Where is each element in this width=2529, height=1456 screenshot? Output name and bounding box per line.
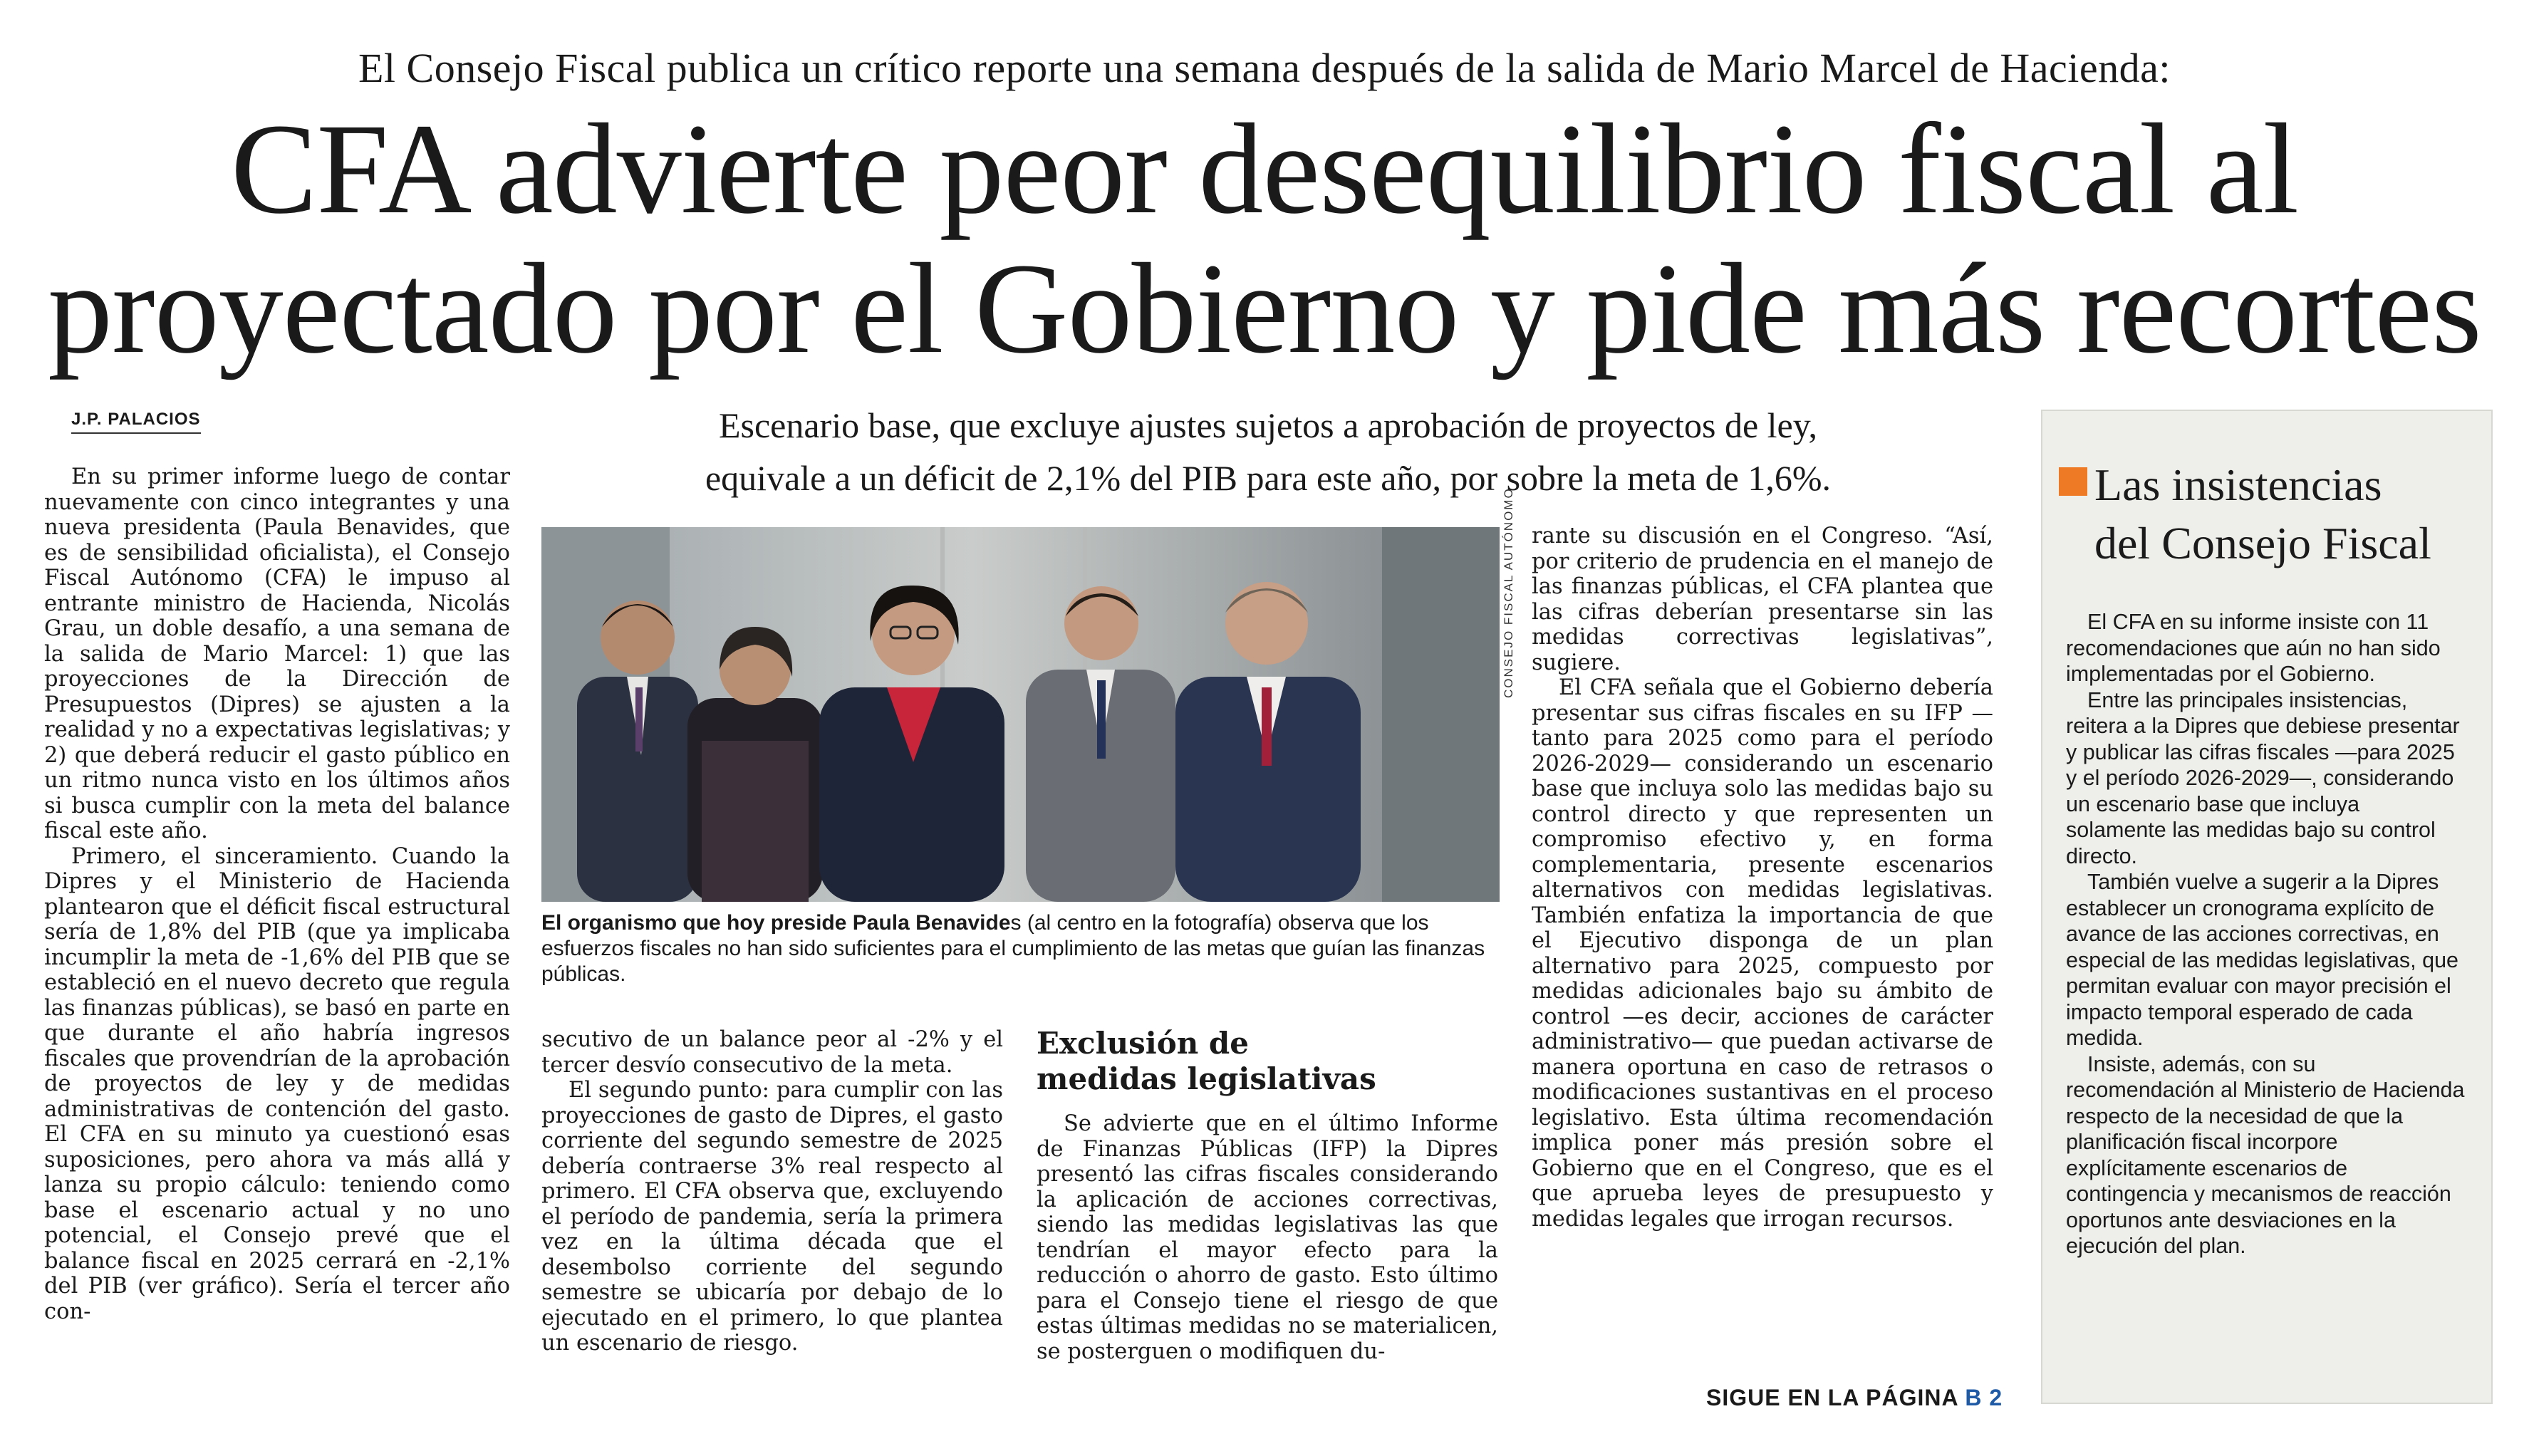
- photo-caption: [541, 910, 1500, 987]
- photo-caption-lead: El organismo que hoy preside Paula Benavide: [541, 911, 1011, 935]
- section-subhead-line-1: Exclusión de: [1037, 1026, 1249, 1061]
- sidebar-title-line-1: Las insistencias: [2094, 459, 2382, 510]
- article-paragraph: secutivo de un balance peor al -2% y el tercer desvío consecutivo de la meta.: [541, 1027, 1003, 1078]
- sidebar-paragraph: También vuelve a sugerir a la Dipres establecer un cronograma explícito de avance de las acciones correctivas, en especial de las medidas legislativas, que permitan evaluar con mayor precisión el impacto temporal esperado de cada medida.: [2066, 870, 2459, 1050]
- continued-on-page: [1706, 1385, 2003, 1411]
- headline-line-1: CFA advierte peor desequilibrio fiscal al: [230, 98, 2299, 241]
- article-paragraph: En su primer informe luego de contar nuevamente con cinco integrantes y una nueva presidenta (Paula Benavides, que es de sensibilidad oficialista), el Consejo Fiscal Autónomo (CFA) le impuso al entrante ministro de Hacienda, Nicolás Grau, un doble desafío, a una semana de la salida de Mario Marcel: 1) que las proyecciones de la Dirección de Presupuestos (Dipres) se ajusten a la realidad y no a expectativas legislativas; y 2) que deberá reducir el gasto público en un ritmo nunca visto en los últimos años si busca cumplir con la meta del balance fiscal este año.: [44, 464, 510, 843]
- article-paragraph: El CFA señala que el Gobierno debería presentar sus cifras fiscales en su IFP —tanto para 2025 como para el período 2026-2029— considerando un escenario base que incluya solo las medidas bajo su control directo y que representen un compromiso efectivo y, en forma complementaria, presente escenarios alternativos con medidas legislativas. También enfatiza la importancia de que el Ejecutivo disponga de un plan alternativo para 2025, compuesto por medidas adicionales bajo su ámbito de control —es decir, acciones de carácter administrativo— que puedan activarse de manera oportuna en caso de retrasos o modificaciones sustantivas en el proceso legislativo. Esta última recomendación implica poner más presión sobre el Gobierno que en el Congreso, que es el que aprueba leyes de presupuesto y medidas legales que irrogan recursos.: [1532, 675, 1993, 1232]
- headline-line-2: proyectado por el Gobierno y pide más recortes: [48, 237, 2481, 380]
- continued-page-number: B 2: [1965, 1385, 2003, 1410]
- continued-label: SIGUE EN LA PÁGINA: [1706, 1385, 1958, 1410]
- dek: [527, 399, 2009, 504]
- group-photo-illustration: [541, 527, 1500, 902]
- sidebar-paragraph: Insiste, además, con su recomendación al Ministerio de Hacienda respecto de la necesidad de que la planificación fiscal incorpore explícitamente escenarios de contingencia y mecanismos de reacción oportunos ante desviaciones en la ejecución del plan.: [2066, 1051, 2465, 1258]
- article-column-1: [44, 464, 510, 1324]
- kicker: El Consejo Fiscal publica un crítico reporte una semana después de la salida de Mario Marcel de Hacienda:: [358, 45, 2171, 91]
- byline: J.P. PALACIOS: [71, 410, 201, 434]
- sidebar-body: [2066, 609, 2465, 1259]
- dek-line-2: equivale a un déficit de 2,1% del PIB para este año, por sobre la meta de 1,6%.: [705, 458, 1831, 498]
- headline: [0, 100, 2529, 379]
- section-subhead-line-2: medidas legislativas: [1037, 1061, 1376, 1096]
- article-column-4: [1532, 524, 1993, 1232]
- group-photo: [541, 527, 1500, 902]
- article-paragraph: rante su discusión en el Congreso. “Así, por criterio de prudencia en el manejo de las finanzas públicas, el CFA plantea que las cifras deberían presentarse sin las medidas correctivas legislativas”, sugiere.: [1532, 524, 1993, 675]
- article-paragraph: El segundo punto: para cumplir con las proyecciones de gasto de Dipres, el gasto corriente del segundo semestre de 2025 debería contraerse 3% real respecto al primero. El CFA observa que, excluyendo el período de pandemia, sería la primera vez en la última década que el desembolso corriente del segundo semestre se ubicaría por debajo de lo ejecutado en el primero, lo que plantea un escenario de riesgo.: [541, 1078, 1003, 1356]
- photo-caption-text: s (al centro en la fotografía) observa que los esfuerzos fiscales no han sido suficientes para el cumplimiento de las metas que guían las finanzas públicas.: [541, 911, 1485, 986]
- sidebar-title: [2080, 456, 2479, 573]
- sidebar-title-line-2: del Consejo Fiscal: [2094, 518, 2431, 568]
- photo-credit: CONSEJO FISCAL AUTÓNOMO: [1502, 487, 1515, 698]
- section-subhead: [1037, 1026, 1498, 1097]
- sidebar-paragraph: El CFA en su informe insiste con 11 recomendaciones que aún no han sido implementadas por el Gobierno.: [2066, 610, 2441, 686]
- article-column-2: [541, 1027, 1003, 1356]
- article-column-3: [1037, 1026, 1498, 1364]
- article-paragraph: Se advierte que en el último Informe de Finanzas Públicas (IFP) la Dipres presentó las cifras fiscales considerando la aplicación de acciones correctivas, siendo las medidas legislativas las que tendrían el mayor efecto para la reducción o ahorro de gasto. Esto último para el Consejo tiene el riesgo de que estas últimas medidas no se materialicen, se posterguen o modifiquen du-: [1037, 1111, 1498, 1364]
- sidebar-paragraph: Entre las principales insistencias, reitera a la Dipres que debiese presentar y publicar las cifras fiscales —para 2025 y el período 2026-2029—, considerando un escenario base que incluya solamente las medidas bajo su control directo.: [2066, 687, 2460, 868]
- dek-line-1: Escenario base, que excluye ajustes sujetos a aprobación de proyectos de ley,: [718, 405, 1818, 445]
- article-paragraph: Primero, el sinceramiento. Cuando la Dipres y el Ministerio de Hacienda plantearon que el déficit fiscal estructural sería de 1,8% del PIB (que ya implicaba incumplir la meta de -1,6% del PIB que se estableció en el nuevo decreto que regula las finanzas públicas), se basó en parte en que durante el año habría ingresos fiscales que provendrían de la aprobación de proyectos de ley y de medidas administrativas de contención del gasto. El CFA en su minuto ya cuestionó esas suposiciones, pero ahora va más allá y lanza su propio cálculo: teniendo como base el escenario actual y no uno potencial, el Consejo prevé que el balance fiscal en 2025 cerrará en -2,1% del PIB (ver gráfico). Sería el tercer año con-: [44, 843, 510, 1324]
